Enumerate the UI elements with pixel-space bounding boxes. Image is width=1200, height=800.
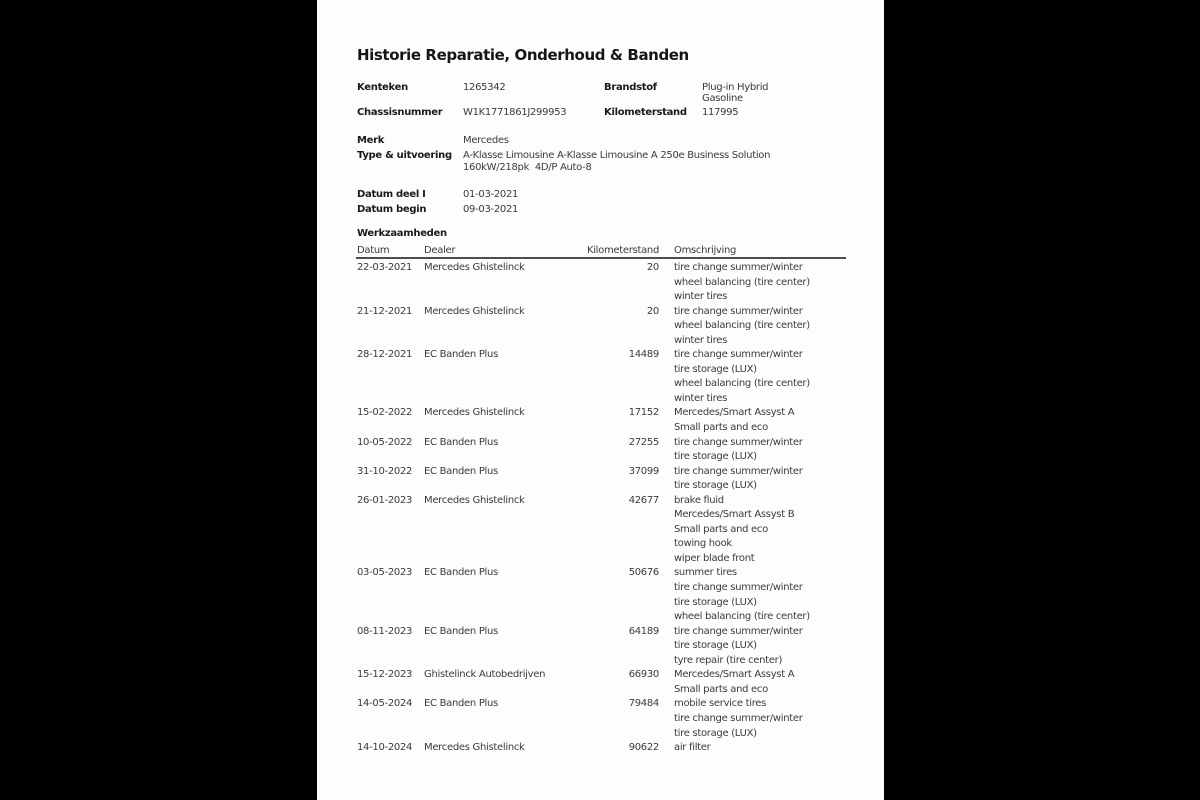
cell-kilometerstand: 66930 [628, 669, 659, 681]
cell-dealer: EC Banden Plus [424, 698, 498, 710]
page-title: Historie Reparatie, Onderhoud & Banden [357, 46, 689, 64]
cell-kilometerstand: 50676 [628, 567, 659, 579]
cell-kilometerstand: 27255 [628, 436, 659, 448]
omschrijving-line: winter tires [674, 392, 728, 404]
omschrijving-line: tire change summer/winter [674, 712, 803, 724]
omschrijving-line: tire change summer/winter [674, 436, 803, 448]
omschrijving-line: towing hook [674, 538, 732, 550]
cell-omschrijving [674, 305, 862, 349]
brandstof-label: Brandstof [604, 82, 657, 93]
table-row [357, 305, 862, 349]
cell-datum: 22-03-2021 [357, 262, 413, 273]
omschrijving-line: tire change summer/winter [674, 305, 803, 317]
omschrijving-line: tire storage (LUX) [674, 640, 757, 652]
cell-dealer: EC Banden Plus [424, 349, 498, 361]
cell-kilometerstand: 20 [646, 262, 659, 273]
type-uitvoering-value-line2: 160kW/218pk 4D/P Auto-8 [463, 162, 592, 173]
cell-dealer: EC Banden Plus [424, 436, 498, 448]
table-row [357, 566, 862, 624]
cell-datum: 14-10-2024 [357, 742, 413, 754]
type-uitvoering-label: Type & uitvoering [357, 150, 452, 161]
datum-begin-label: Datum begin [357, 204, 427, 215]
omschrijving-line: tire storage (LUX) [674, 596, 757, 608]
cell-dealer: Ghistelinck Autobedrijven [424, 669, 546, 681]
work-section-title: Werkzaamheden [357, 228, 447, 239]
table-row [357, 494, 862, 567]
cell-kilometerstand: 64189 [628, 625, 659, 637]
table-row [357, 348, 862, 406]
type-uitvoering-value-line1: A-Klasse Limousine A-Klasse Limousine A 250e Business Solution [463, 150, 771, 161]
cell-kilometerstand: 42677 [628, 494, 659, 506]
kenteken-value: 1265342 [463, 82, 506, 93]
omschrijving-line: tire change summer/winter [674, 625, 803, 637]
omschrijving-line: wheel balancing (tire center) [674, 611, 810, 623]
omschrijving-line: brake fluid [674, 494, 724, 506]
cell-kilometerstand: 37099 [628, 465, 659, 477]
table-header-dealer: Dealer [424, 245, 456, 256]
cell-datum: 31-10-2022 [357, 465, 413, 477]
omschrijving-line: tire change summer/winter [674, 349, 803, 361]
cell-dealer: Mercedes Ghistelinck [424, 262, 525, 273]
work-table-body [357, 261, 862, 756]
omschrijving-line: wheel balancing (tire center) [674, 378, 810, 390]
cell-omschrijving [674, 406, 862, 435]
cell-kilometerstand: 17152 [628, 407, 659, 419]
omschrijving-line: tire change summer/winter [674, 262, 803, 273]
kilometerstand-label: Kilometerstand [604, 107, 687, 118]
omschrijving-line: mobile service tires [674, 698, 767, 710]
table-header-rule [356, 257, 846, 259]
cell-omschrijving [674, 348, 862, 406]
cell-dealer: EC Banden Plus [424, 465, 498, 477]
chassisnummer-value: W1K1771861J299953 [463, 107, 567, 118]
omschrijving-line: air filter [674, 742, 711, 754]
brandstof-value-line2: Gasoline [702, 93, 743, 104]
table-row [357, 741, 862, 756]
cell-omschrijving [674, 668, 862, 697]
omschrijving-line: tyre repair (tire center) [674, 654, 783, 666]
omschrijving-line: tire change summer/winter [674, 582, 803, 594]
kenteken-label: Kenteken [357, 82, 408, 93]
cell-datum: 21-12-2021 [357, 305, 413, 317]
cell-datum: 28-12-2021 [357, 349, 413, 361]
cell-datum: 10-05-2022 [357, 436, 413, 448]
merk-label: Merk [357, 135, 385, 146]
cell-datum: 08-11-2023 [357, 625, 413, 637]
cell-dealer: Mercedes Ghistelinck [424, 407, 525, 419]
omschrijving-line: tire storage (LUX) [674, 363, 757, 375]
brandstof-value-line1: Plug-in Hybrid [702, 82, 769, 93]
table-header-omschrijving: Omschrijving [674, 245, 737, 256]
omschrijving-line: Mercedes/Smart Assyst A [674, 407, 795, 419]
table-row [357, 465, 862, 494]
omschrijving-line: Small parts and eco [674, 523, 768, 535]
cell-kilometerstand: 20 [646, 305, 659, 317]
omschrijving-line: winter tires [674, 291, 728, 303]
cell-omschrijving [674, 261, 862, 305]
document-page [317, 0, 884, 800]
omschrijving-line: wheel balancing (tire center) [674, 320, 810, 332]
cell-dealer: Mercedes Ghistelinck [424, 742, 525, 754]
cell-dealer: EC Banden Plus [424, 567, 498, 579]
kilometerstand-value: 117995 [702, 107, 739, 118]
omschrijving-line: tire storage (LUX) [674, 480, 757, 492]
omschrijving-line: Small parts and eco [674, 422, 768, 434]
table-header-kilometerstand: Kilometerstand [586, 245, 659, 256]
table-row [357, 436, 862, 465]
cell-kilometerstand: 79484 [628, 698, 659, 710]
table-row [357, 697, 862, 741]
chassisnummer-label: Chassisnummer [357, 107, 443, 118]
table-row [357, 261, 862, 305]
table-header-datum: Datum [357, 245, 390, 256]
cell-kilometerstand: 90622 [628, 742, 659, 754]
table-row [357, 625, 862, 669]
cell-omschrijving [674, 436, 862, 465]
cell-omschrijving [674, 566, 862, 624]
cell-datum: 26-01-2023 [357, 494, 413, 506]
omschrijving-line: wiper blade front [674, 552, 755, 564]
omschrijving-line: winter tires [674, 334, 728, 346]
datum-deel-i-label: Datum deel I [357, 189, 426, 200]
cell-dealer: Mercedes Ghistelinck [424, 494, 525, 506]
omschrijving-line: tire change summer/winter [674, 465, 803, 477]
datum-deel-i-value: 01-03-2021 [463, 189, 519, 200]
omschrijving-line: tire storage (LUX) [674, 451, 757, 463]
cell-datum: 03-05-2023 [357, 567, 413, 579]
table-row [357, 406, 862, 435]
omschrijving-line: Small parts and eco [674, 683, 768, 695]
cell-datum: 15-12-2023 [357, 669, 413, 681]
cell-omschrijving [674, 625, 862, 669]
cell-omschrijving [674, 494, 862, 567]
omschrijving-line: Mercedes/Smart Assyst A [674, 669, 795, 681]
cell-omschrijving [674, 697, 862, 741]
omschrijving-line: summer tires [674, 567, 737, 579]
omschrijving-line: Mercedes/Smart Assyst B [674, 509, 795, 521]
cell-omschrijving [674, 465, 862, 494]
cell-omschrijving [674, 741, 862, 756]
omschrijving-line: wheel balancing (tire center) [674, 276, 810, 288]
table-row [357, 668, 862, 697]
omschrijving-line: tire storage (LUX) [674, 727, 757, 739]
merk-value: Mercedes [463, 135, 509, 146]
cell-datum: 15-02-2022 [357, 407, 413, 419]
datum-begin-value: 09-03-2021 [463, 204, 519, 215]
cell-dealer: Mercedes Ghistelinck [424, 305, 525, 317]
cell-kilometerstand: 14489 [628, 349, 659, 361]
cell-dealer: EC Banden Plus [424, 625, 498, 637]
cell-datum: 14-05-2024 [357, 698, 413, 710]
